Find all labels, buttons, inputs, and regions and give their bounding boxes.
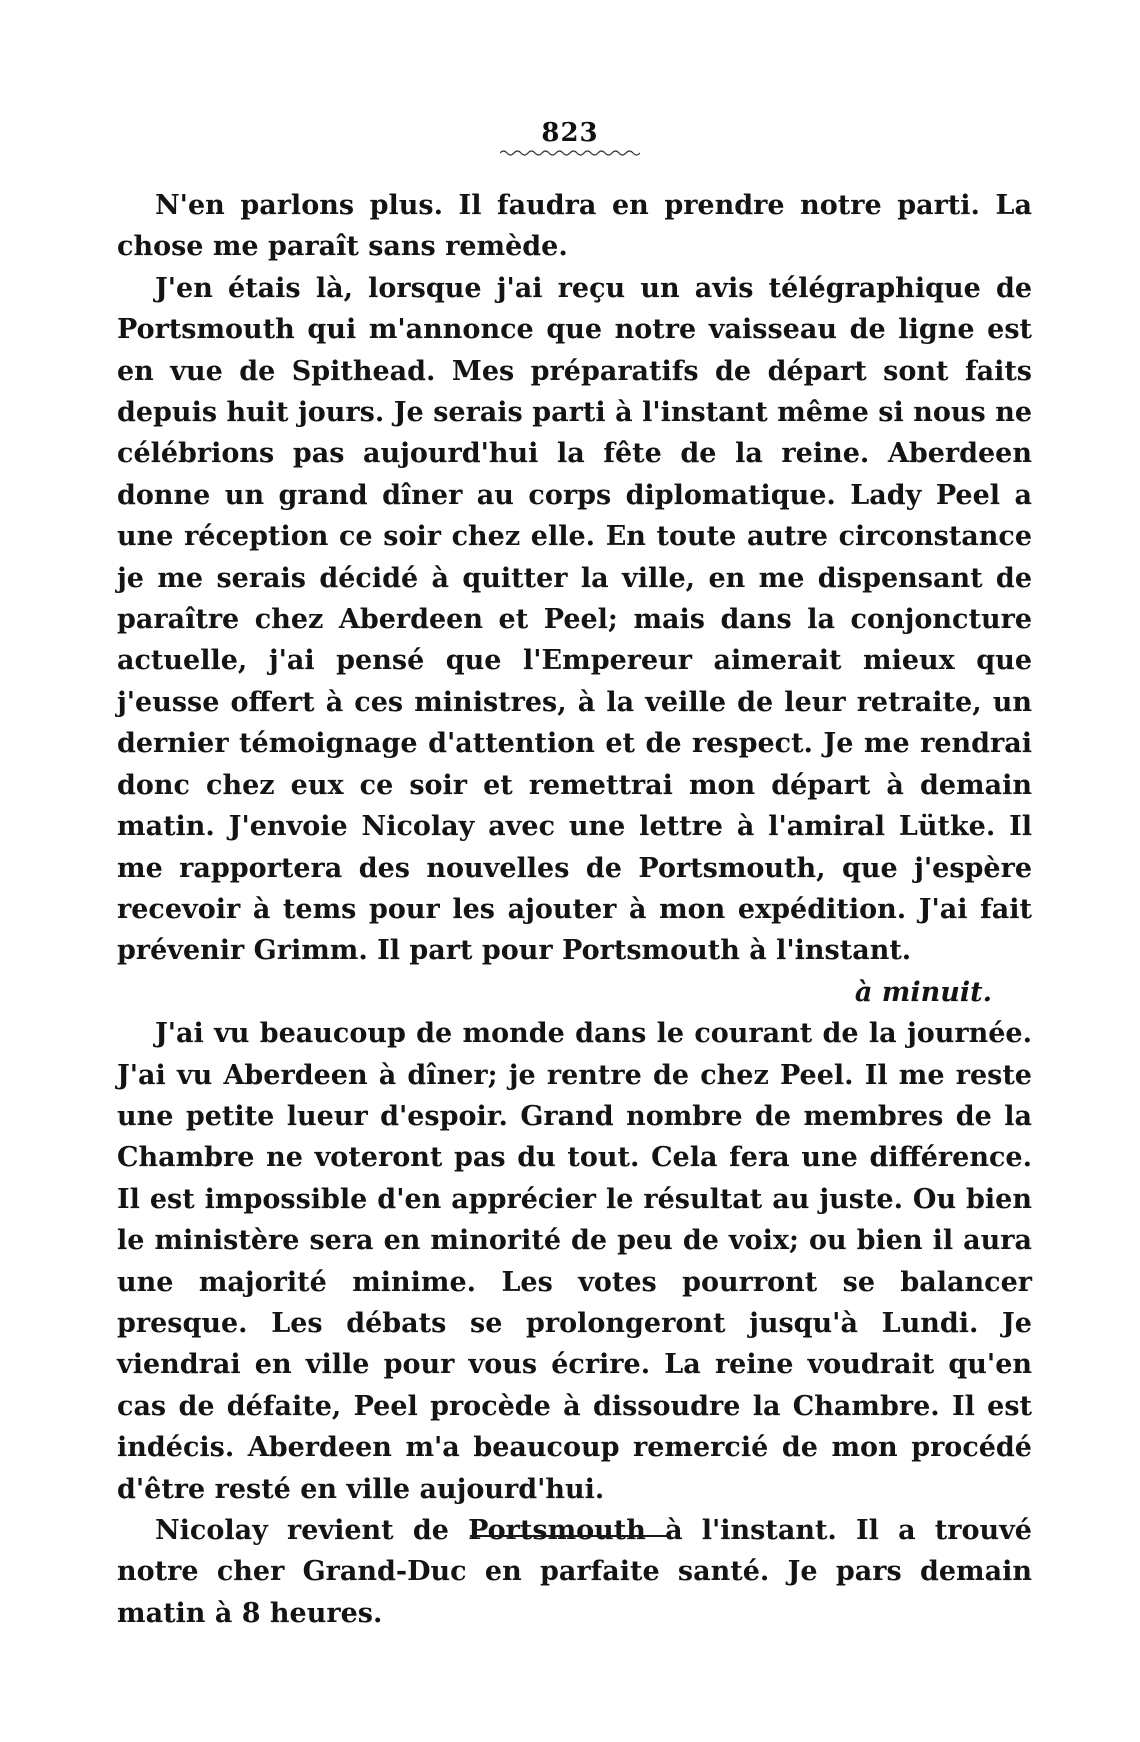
paragraph-2: J'en étais là, lorsque j'ai reçu un avis télégraphique de Portsmouth qui m'annonce que notre vaisseau de ligne est en vue de Spithead. Mes préparatifs de départ sont faits depuis huit jours. Je serais parti à l'instant même si nous ne célébrions pas aujourd'hui la fête de la reine. Aberdeen donne un grand dîner au corps diplomatique. Lady Peel a une réception ce soir chez elle. En toute autre circonstance je me serais décidé à quitter la ville, en me dispensant de paraître chez Aberdeen et Peel; mais dans la conjoncture actuelle, j'ai pensé que l'Empereur aimerait mieux que j'eusse offert à ces ministres, à la veille de leur retraite, un dernier témoignage d'attention et de respect. Je me rendrai donc chez eux ce soir et remettrai mon départ à demain matin. J'envoie Nicolay avec une lettre à l'amiral Lütke. Il me rapportera des nouvelles de Portsmouth, que j'espère recevoir à tems pour les ajouter à mon expédition. J'ai fait prévenir Grimm. Il part pour Portsmouth à l'instant. — [117, 272, 1032, 967]
page-number: 823 — [541, 118, 599, 148]
paragraph-1: N'en parlons plus. Il faudra en prendre notre parti. La chose me paraît sans remède. — [117, 190, 1032, 263]
paragraph-3: J'ai vu beaucoup de monde dans le courant de la journée. J'ai vu Aberdeen à dîner; je rentre de chez Peel. Il me reste une petite lueur d'espoir. Grand nombre de membres de la Chambre ne voteront pas du tout. Cela fera une différence. Il est impossible d'en apprécier le résultat au juste. Ou bien le ministère sera en minorité de peu de voix; ou bien il aura une majorité minime. Les votes pourront se balancer presque. Les débats se prolongeront jusqu'à Lundi. Je viendrai en ville pour vous écrire. La reine voudrait qu'en cas de défaite, Peel procède à dissoudre la Chambre. Il est indécis. Aberdeen m'a beaucoup remercié de mon procédé d'être resté en ville aujourd'hui. — [117, 1018, 1032, 1505]
paragraph-4: Nicolay revient de Portsmouth à l'instant. Il a trouvé notre cher Grand-Duc en parfaite santé. Je pars demain matin à 8 heures. — [117, 1515, 1032, 1629]
letter-text — [117, 185, 1032, 1634]
signoff-time: à minuit. — [854, 976, 992, 1008]
page-number-ornament — [500, 148, 640, 158]
end-rule-divider — [470, 1535, 670, 1537]
